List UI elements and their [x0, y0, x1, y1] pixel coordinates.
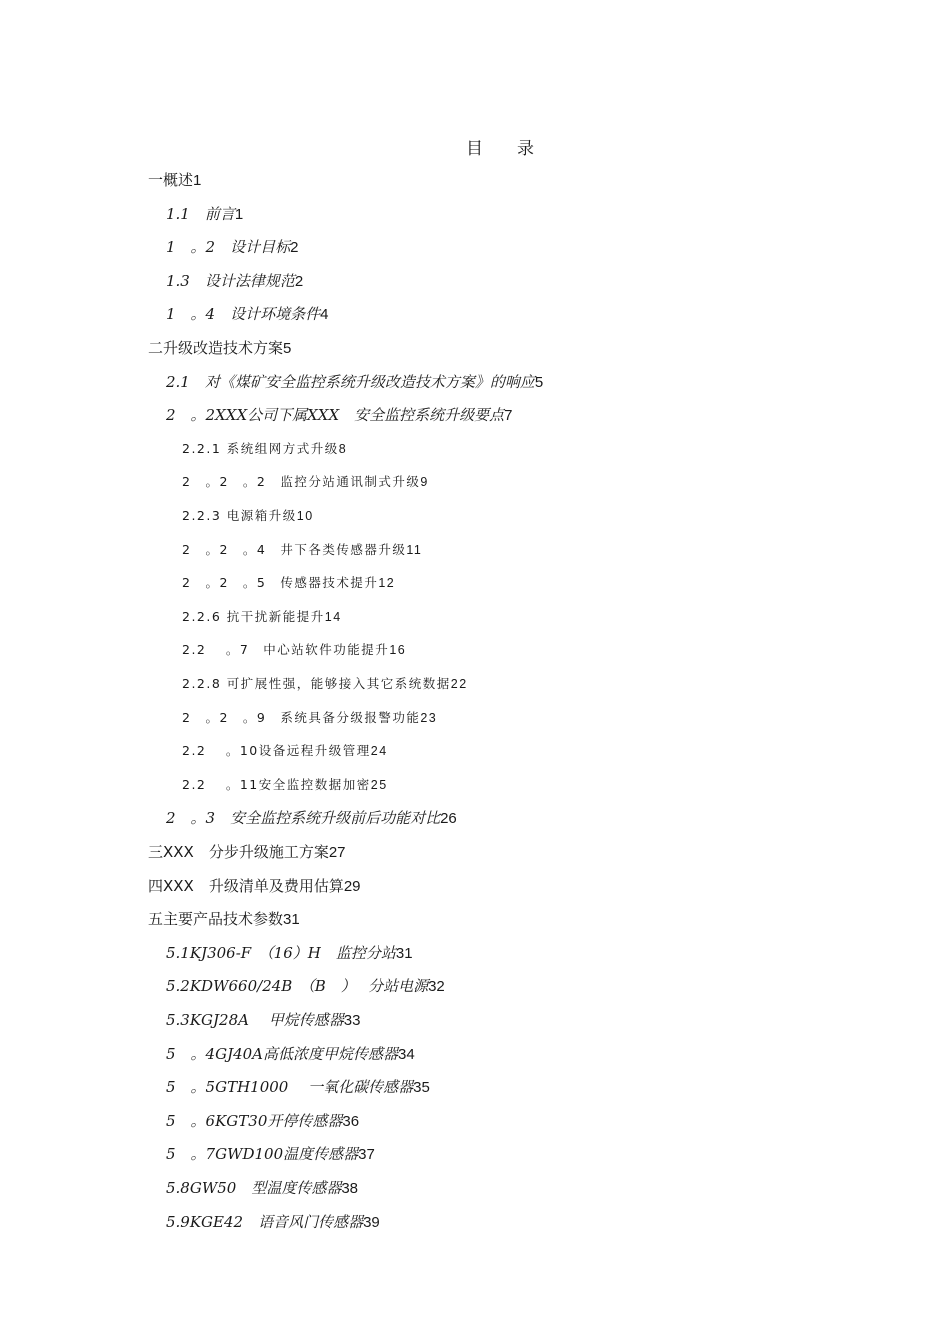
toc-entry-page-number: 14 — [324, 610, 342, 624]
toc-entry-text: 2 。3 安全监控系统升级前后功能对比 — [166, 809, 441, 827]
toc-entry-page-number: 37 — [358, 1146, 375, 1163]
toc-entry[interactable] — [182, 573, 395, 593]
toc-entry[interactable] — [182, 741, 388, 761]
toc-entry-text: 2.2 。10设备远程升级管理 — [182, 743, 371, 758]
toc-entry-page-number: 10 — [296, 509, 314, 523]
toc-entry-text: 2 。2XXX公司下属XXX 安全监控系统升级要点 — [166, 406, 505, 424]
toc-entry[interactable] — [166, 1144, 375, 1165]
toc-entry-text: 1 。2 设计目标 — [166, 238, 291, 256]
toc-entry-text: 五主要产品技术参数 — [148, 910, 284, 928]
toc-entry-text: 1.1 前言 — [166, 205, 235, 223]
toc-entry[interactable] — [166, 1010, 360, 1031]
toc-entry[interactable] — [182, 775, 388, 795]
toc-entry-text: 2.2.3 电源箱升级 — [182, 508, 297, 523]
toc-entry[interactable] — [182, 472, 429, 492]
toc-entry[interactable] — [166, 405, 513, 426]
toc-entry-page-number: 5 — [283, 340, 292, 357]
toc-entry-text: 四XXX 升级清单及费用估算 — [148, 877, 344, 895]
toc-entry[interactable] — [166, 976, 445, 997]
toc-entry[interactable] — [166, 808, 457, 829]
toc-entry-page-number: 36 — [342, 1113, 360, 1130]
toc-entry-text: 5.3KGJ28A 甲烷传感器 — [166, 1011, 344, 1029]
toc-entry[interactable] — [182, 708, 437, 728]
toc-entry-page-number: 34 — [398, 1046, 415, 1063]
toc-entry[interactable] — [166, 372, 543, 393]
toc-entry-page-number: 2 — [290, 239, 299, 256]
toc-entry-page-number: 31 — [283, 911, 300, 928]
toc-entry[interactable] — [148, 170, 201, 191]
toc-entry-text: 5.8GW50 型温度传感器 — [166, 1179, 342, 1197]
toc-entry-text: 2.2 。11安全监控数据加密 — [182, 777, 371, 792]
toc-entry-text: 一概述 — [148, 171, 194, 189]
toc-entry[interactable] — [148, 876, 361, 897]
toc-entry-page-number: 4 — [320, 306, 329, 323]
toc-entry-page-number: 1 — [193, 172, 202, 189]
toc-entry-page-number: 27 — [328, 844, 346, 861]
toc-entry-page-number: 39 — [363, 1214, 380, 1231]
toc-entry-page-number: 22 — [450, 677, 468, 691]
toc-entry-text: 1 。4 设计环境条件 — [166, 305, 321, 323]
toc-entry-page-number: 8 — [338, 442, 348, 456]
toc-entry-page-number: 7 — [504, 407, 513, 424]
toc-entry-page-number: 25 — [370, 778, 388, 792]
toc-entry[interactable] — [166, 271, 303, 292]
toc-entry[interactable] — [148, 842, 346, 863]
toc-entry-text: 2.1 对《煤矿安全监控系统升级改造技术方案》的响应 — [166, 373, 535, 391]
toc-entry-page-number: 1 — [234, 206, 244, 223]
toc-entry-page-number: 31 — [395, 945, 413, 962]
toc-entry-text: 5.2KDW660/24B （B ） 分站电源 — [166, 977, 429, 995]
toc-entry-text: 2.2 。7 中心站软件功能提升 — [182, 642, 390, 657]
toc-entry[interactable] — [166, 1044, 415, 1065]
toc-entry-text: 5 。6KGT30开停传感器 — [166, 1112, 343, 1130]
toc-entry[interactable] — [182, 607, 342, 627]
toc-entry[interactable] — [182, 640, 406, 660]
toc-entry-text: 二升级改造技术方案 — [148, 339, 284, 357]
toc-entry-text: 三XXX 分步升级施工方案 — [148, 843, 329, 861]
toc-entry[interactable] — [182, 674, 468, 694]
toc-entry-text: 1.3 设计法律规范 — [166, 272, 295, 290]
toc-entry-text: 5 。7GWD100温度传感器 — [166, 1145, 359, 1163]
toc-entry-text: 2.2.1 系统组网方式升级 — [182, 441, 339, 456]
toc-entry-page-number: 32 — [428, 978, 445, 995]
toc-entry-text: 2 。2 。5 传感器技术提升 — [182, 575, 379, 590]
toc-entry-page-number: 24 — [370, 744, 388, 758]
toc-entry-text: 2.2.6 抗干扰新能提升 — [182, 609, 325, 624]
toc-entry-page-number: 26 — [440, 810, 457, 827]
toc-entry[interactable] — [166, 1212, 380, 1233]
toc-entry[interactable] — [182, 439, 347, 459]
toc-entry-page-number: 35 — [413, 1079, 430, 1096]
toc-entry-text: 5 。4GJ40A高低浓度甲烷传感器 — [166, 1045, 399, 1063]
toc-entry[interactable] — [148, 909, 300, 930]
toc-entry-text: 5.9KGE42 语音风门传感器 — [166, 1213, 364, 1231]
toc-entry[interactable] — [182, 506, 314, 526]
toc-entry-page-number: 33 — [343, 1012, 361, 1029]
toc-entry[interactable] — [166, 943, 413, 964]
toc-entry-text: 2 。2 。2 监控分站通讯制式升级 — [182, 474, 421, 489]
toc-entry-text: 2 。2 。4 井下各类传感器升级 — [182, 542, 407, 557]
toc-entry[interactable] — [166, 204, 243, 225]
toc-title: 目 录 — [466, 139, 534, 159]
toc-entry-page-number: 12 — [378, 576, 396, 590]
toc-entry-page-number: 9 — [420, 475, 429, 489]
toc-entry-text: 2.2.8 可扩展性强，能够接入其它系统数据 — [182, 676, 451, 691]
toc-entry[interactable] — [166, 304, 328, 325]
toc-entry-page-number: 16 — [389, 643, 407, 657]
toc-entry-page-number: 2 — [294, 273, 304, 290]
toc-entry[interactable] — [166, 1077, 430, 1098]
toc-entry[interactable] — [166, 1111, 359, 1132]
toc-entry-text: 2 。2 。9 系统具备分级报警功能 — [182, 710, 421, 725]
toc-entry[interactable] — [166, 1178, 358, 1199]
toc-entry-text: 5 。5GTH1000 一氧化碳传感器 — [166, 1078, 414, 1096]
toc-entry[interactable] — [148, 338, 291, 359]
toc-entry-page-number: 29 — [343, 878, 361, 895]
toc-entry-page-number: 38 — [341, 1180, 359, 1197]
toc-entry-page-number: 5 — [534, 374, 544, 391]
toc-entry-text: 5.1KJ306-F （16）H 监控分站 — [166, 944, 396, 962]
toc-entry-page-number: 23 — [420, 711, 438, 725]
toc-entry-page-number: 11 — [406, 543, 423, 557]
toc-entry[interactable] — [166, 237, 298, 258]
toc-entry[interactable] — [182, 540, 422, 560]
